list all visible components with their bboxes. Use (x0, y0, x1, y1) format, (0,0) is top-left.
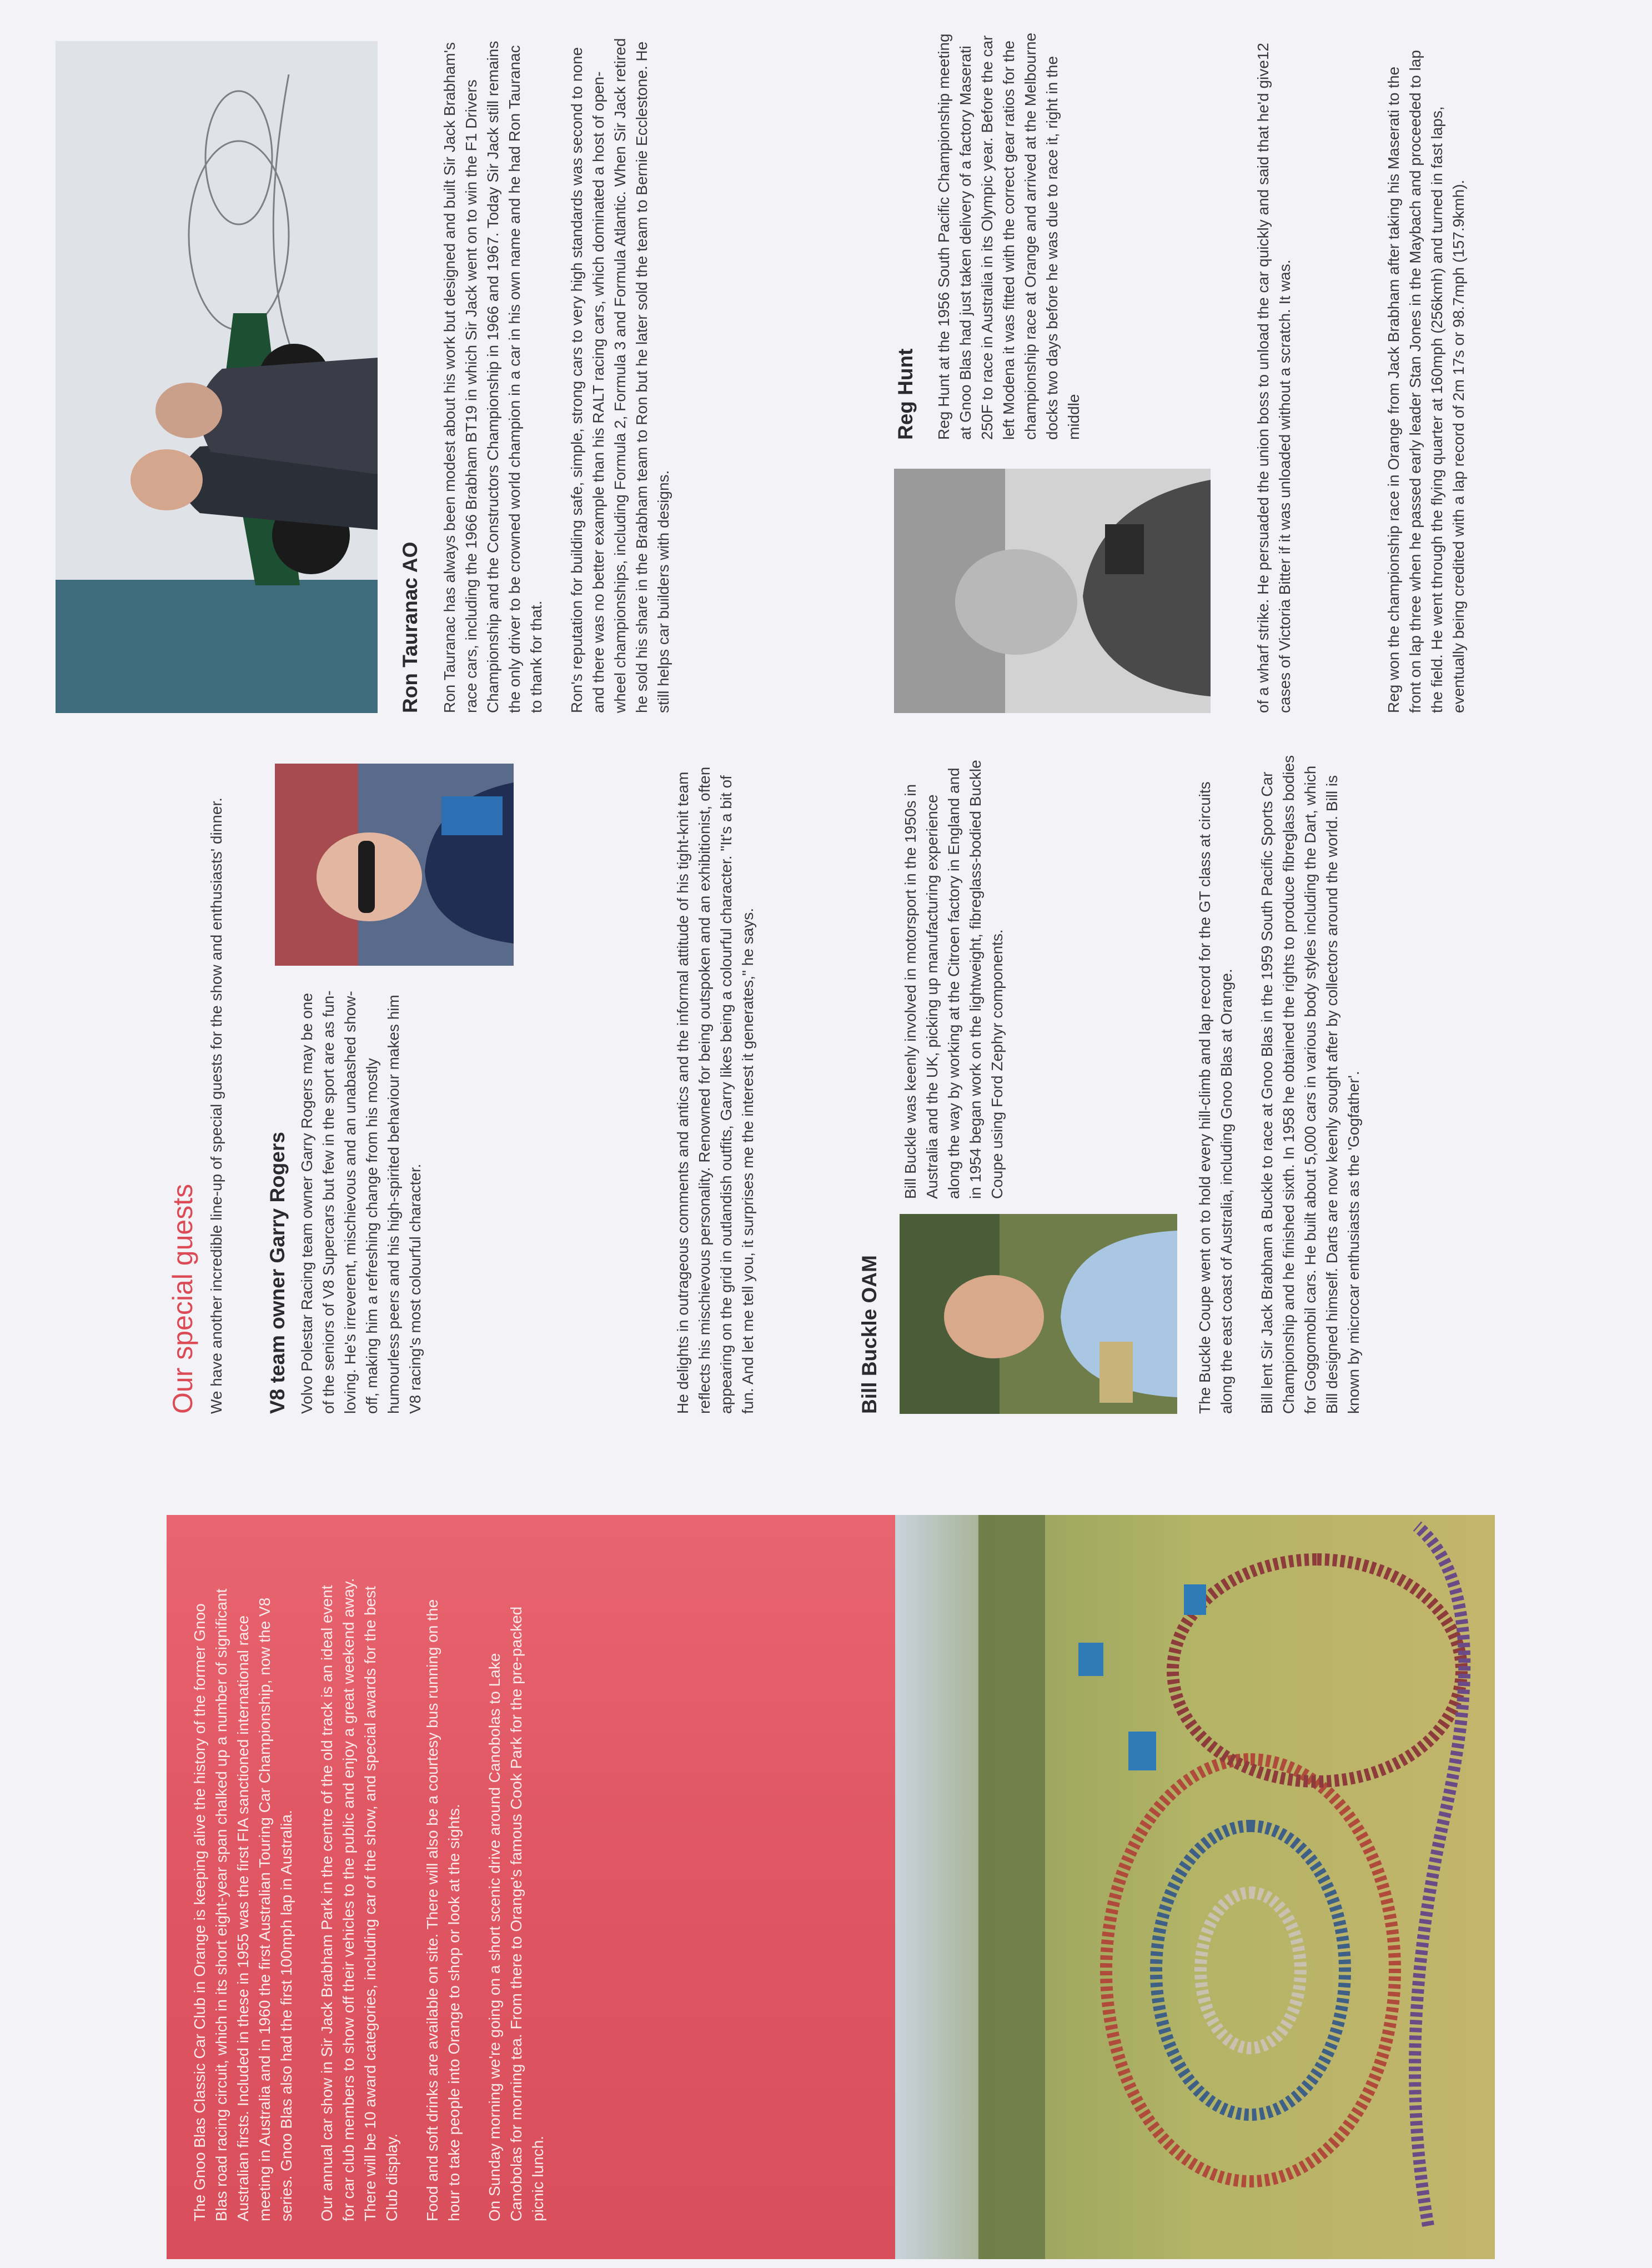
garry-rogers-photo (275, 764, 514, 966)
bill-buckle-section (900, 755, 1027, 1199)
intro-paragraph: The Gnoo Blas Classic Car Club in Orange is keeping alive the history of the former Gnoo Blas road racing circuit, which in its short eight-year span chalked up a number of significant Australian firsts. Included in these in 1955 was the first FIA sanctioned international race meeting in Australia and in 1960 the first Australian Touring Car Championship, now the V8 series. Gnoo Blas also had the first 100mph lap in Australia. (191, 1588, 295, 2221)
bill-heading: Bill Buckle OAM (858, 1255, 881, 1414)
intro-paragraph: Our annual car show in Sir Jack Brabham Park in the centre of the old track is an ideal event for car club members to show off their vehicles to the public and enjoy a great weekend away. There will be 10 award categories, including car of the show, and special awards for the best Club display. (318, 1578, 400, 2221)
intro-panel (167, 1515, 944, 2259)
bill-paragraph: The Buckle Coupe went on to hold every hill-climb and lap record for the GT class at circuits along the east coast of Australia, including Gnoo Blas at Orange. (1196, 781, 1235, 1414)
bill-paragraph: Bill Buckle was keenly involved in motorsport in the 1950s in Australia and the UK, picking up manufacturing experience along the way by working at the Citroen factory in England and in 1954 began work on the lightweight, fibreglass-bodied Buckle Coupe using Ford Zephyr components. (902, 760, 1006, 1199)
garry-rogers-section (267, 981, 445, 1414)
ron-heading: Ron Tauranac AO (399, 541, 421, 713)
guests-intro-text: We have another incredible line-up of special guests for the show and enthusiasts' dinner. (208, 797, 225, 1414)
ron-tauranac-photo (56, 41, 378, 713)
ron-paragraph: Ron Tauranac has always been modest about his work but designed and built Sir Jack Brabham's race cars, including the 1966 Brabham BT19 in which Sir Jack went on to win the F1 Drivers Championship and the Constructors Championship in 1966 and 1967. Today Sir Jack still remains the only driver to be crowned world champion in a car in his own name and he had Ron Tauranac to thank for that. (441, 41, 545, 713)
reg-hunt-section (933, 29, 1103, 440)
bill-paragraph: Bill lent Sir Jack Brabham a Buckle to race at Gnoo Blas in the 1959 South Pacific Sports Car Championship and he finished sixth. In 1958 he obtained the rights to produce fibreglass bodies for Goggomobil cars. He built about 5,000 cars in various body styles including the Dart, which Bill designed himself. Darts are now keenly sought after by collectors around the world. Bill is known by microcar enthusiasts as the 'Gogfather'. (1258, 755, 1362, 1414)
reg-paragraph: Reg Hunt at the 1956 South Pacific Championship meeting at Gnoo Blas had just taken delivery of a factory Maserati 250F to race in Australia in its Olympic year. Before the car left Modena it was fitted with the correct gear ratios for the championship race at Orange and arrived at the Melbourne docks two days before he was due to race it, right in the middle (935, 32, 1082, 440)
garry-more-text: He delights in outrageous comments and antics and the informal attitude of his tight-knit team reflects his mischievous personality. Renowned for being outspoken and an exhibitionist, often appearing on the grid in outlandish outfits, Garry likes being a colourful character. "It's a bit of fun. And let me tell you, it surprises me the interest it generates," he says. (674, 766, 756, 1414)
garry-paragraph: Volvo Polestar Racing team owner Garry Rogers may be one of the seniors of V8 Supercars but few in the sport are as fun-loving. He's irreverent, mischievous and an unabashed show-off, making him a refreshing change from his mostly humourless peers and his high-spirited behaviour makes him V8 racing's most colourful character. (298, 990, 424, 1414)
ron-paragraph: Ron's reputation for building safe, simple, strong cars to very high standards was second to none and there was no better example than his RALT racing cars, which dominated a host of open-wheel championships, including Formula 2, Formula 3 and Formula Atlantic. When Sir Jack retired he sold his share in the Brabham team to Ron but he later sold the team to Bernie Ecclestone. He still helps car builders with designs. (568, 38, 672, 713)
section-title: Our special guests (167, 1183, 198, 1414)
intro-paragraph: On Sunday morning we're going on a short scenic drive around Canobolas to Lake Canobolas for morning tea. From there to Orange's famous Cook Park for the pre-packed picnic lunch. (486, 1606, 546, 2221)
reg-more-text: Reg won the championship race in Orange from Jack Brabham after taking his Maserati to the front on lap three when he passed early leader Stan Jones in the Maybach and proceeded to lap the field. He went through the flying quarter at 160mph (256kmh) and turned in fast laps, eventually being credited with a lap record of 2m 17s or 98.7mph (157.9kmh). (1385, 50, 1467, 713)
reg-hunt-photo (894, 469, 1211, 713)
intro-text (189, 1577, 568, 2221)
bill-more-text (1194, 753, 1383, 1414)
bill-buckle-photo (900, 1214, 1177, 1414)
reg-heading: Reg Hunt (894, 348, 917, 440)
intro-paragraph: Food and soft drinks are available on site. There will also be a courtesy bus running on the hour to take people into Orange to shop or look at the sights. (424, 1599, 463, 2221)
car-show-aerial-photo (895, 1515, 1495, 2259)
garry-heading: V8 team owner Garry Rogers (266, 1132, 289, 1414)
reg-continued-text: of a wharf strike. He persuaded the union boss to unload the car quickly and said that he'd give12 cases of Victoria Bitter if it was unloaded without a scratch. It was. (1254, 43, 1293, 713)
ron-tauranac-section (439, 33, 693, 713)
